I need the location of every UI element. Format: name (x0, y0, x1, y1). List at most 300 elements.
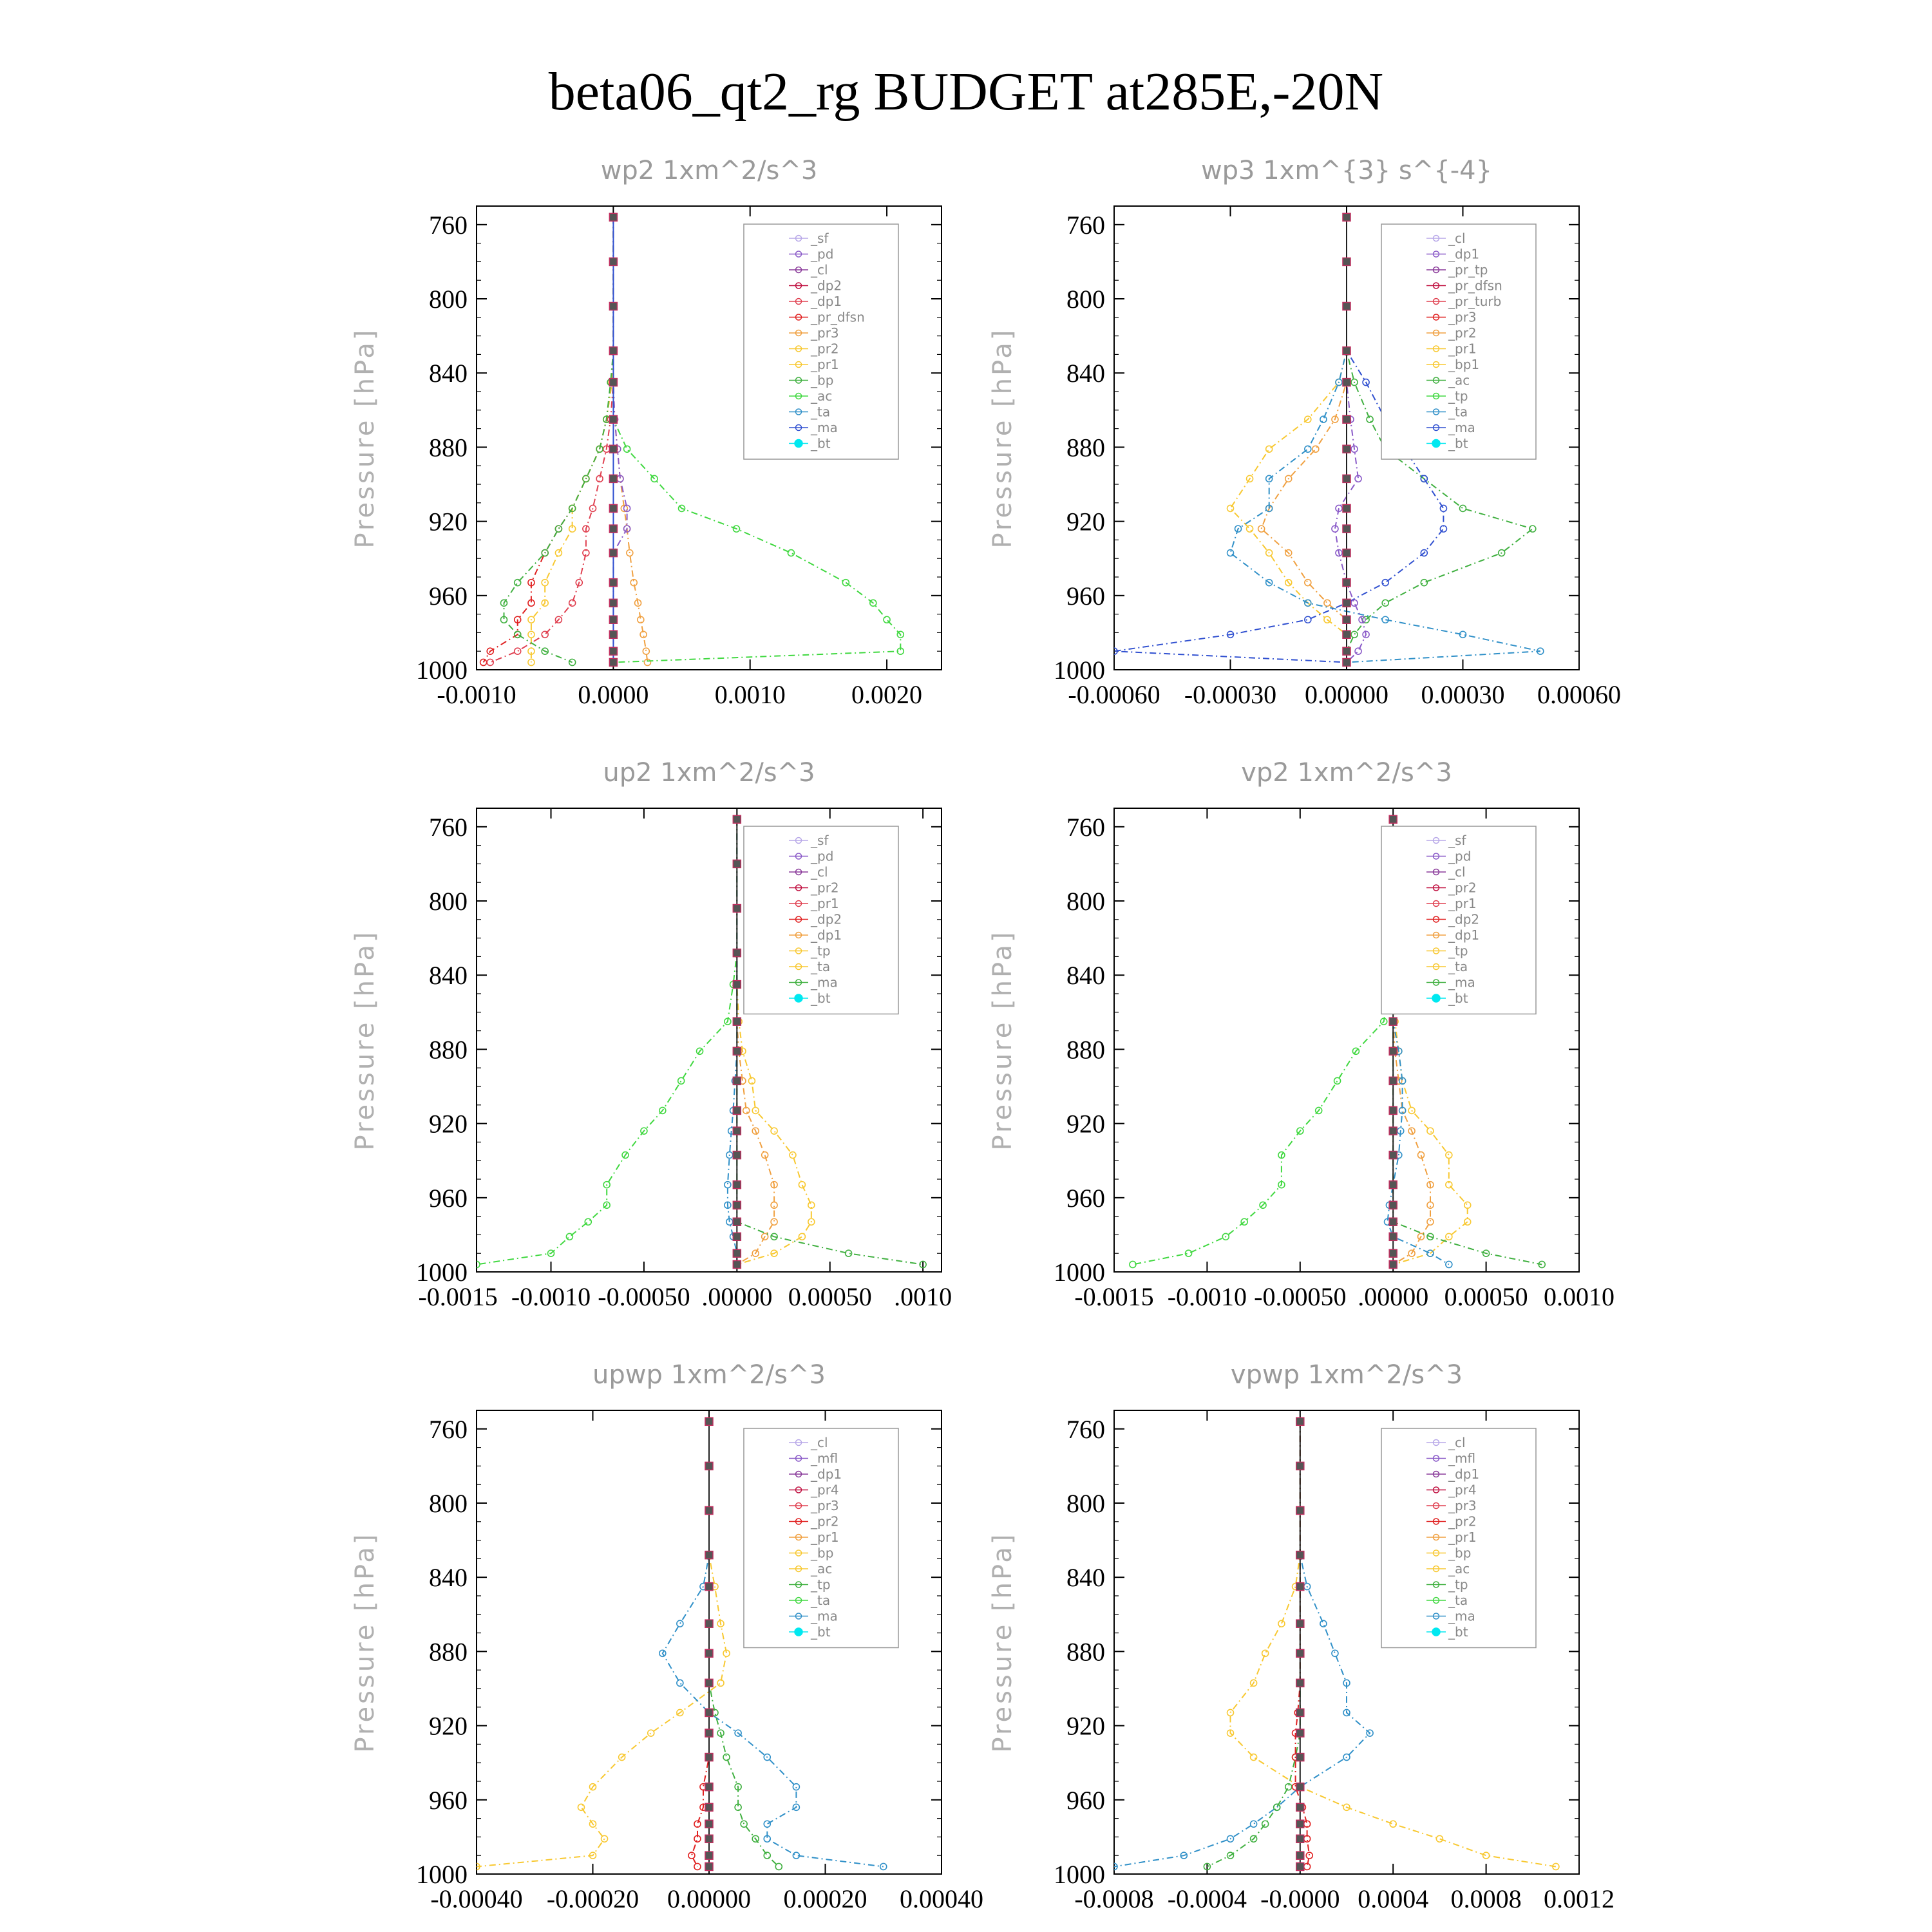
legend-entry: _pd (811, 246, 834, 262)
legend-entry: _pd (811, 848, 834, 864)
data-point-bp1 (1421, 580, 1427, 586)
legend-marker (795, 994, 802, 1002)
data-point-bt (1296, 1583, 1304, 1591)
data-point-pr2 (1324, 600, 1331, 606)
x-tick-label: 0.00000 (667, 1884, 751, 1913)
legend-entry: _pr_turb (1448, 294, 1502, 309)
data-point-bt (705, 1583, 713, 1591)
y-tick-label: 800 (429, 285, 468, 314)
legend-entry: _dp1 (1448, 1466, 1480, 1482)
panel-vp2 (988, 758, 1615, 1311)
data-point-bt (609, 379, 617, 386)
x-tick-label: -0.0000 (1260, 1884, 1340, 1913)
data-point-bp (1262, 1821, 1269, 1827)
data-point-dp1 (487, 659, 493, 665)
x-tick-label: 0.00050 (788, 1282, 872, 1311)
x-tick-label: 0.00050 (1444, 1282, 1528, 1311)
data-point-pr1 (1251, 1754, 1257, 1761)
data-point-pr2 (1258, 526, 1265, 532)
x-tick-label: -0.00020 (546, 1884, 639, 1913)
data-point-ac (884, 616, 890, 623)
y-tick-label: 960 (429, 581, 468, 611)
data-point-bp1 (1460, 505, 1466, 511)
legend-entry: _bp (811, 372, 834, 388)
data-point-dp1 (1351, 600, 1358, 606)
panel-up2 (350, 758, 952, 1311)
y-tick-label: 920 (429, 1711, 468, 1741)
data-point-bt (1296, 1852, 1304, 1859)
data-point-dp1 (515, 648, 521, 654)
legend-entry: _pr2 (811, 880, 839, 896)
data-point-bt (1343, 599, 1350, 607)
data-point-bt (705, 1551, 713, 1559)
data-point-bt (1343, 445, 1350, 453)
data-point-bt (1296, 1620, 1304, 1627)
data-point-bt (1343, 549, 1350, 557)
data-point-pr2 (643, 648, 649, 654)
data-point-bp (764, 1852, 770, 1859)
x-tick-label: 0.0008 (1450, 1884, 1522, 1913)
legend-entry: _pr_dfsn (811, 309, 865, 325)
series-line-pd (613, 217, 627, 662)
data-point-bt (609, 658, 617, 666)
data-point-bt (1296, 1649, 1304, 1657)
y-tick-label: 800 (1066, 1489, 1105, 1518)
data-point-bt (733, 1218, 741, 1226)
legend-entry: _bt (811, 990, 831, 1006)
data-point-pr4 (688, 1852, 695, 1859)
y-tick-label: 760 (429, 812, 468, 842)
data-point-bt (1343, 525, 1350, 533)
legend-marker (795, 1628, 802, 1636)
legend-entry: _dp1 (811, 1466, 842, 1482)
data-point-bt (705, 1862, 713, 1870)
data-point-bt (1389, 1077, 1397, 1084)
legend-entry: _ta (1448, 1593, 1468, 1608)
data-point-bt (1343, 213, 1350, 221)
panel-wp3 (988, 156, 1621, 709)
data-point-bt (1296, 1729, 1304, 1737)
series-line-dp1 (1133, 819, 1393, 1264)
x-tick-label: 0.00060 (1537, 680, 1621, 709)
data-point-pr1 (578, 1804, 584, 1810)
y-tick-label: 1000 (1054, 1258, 1105, 1287)
legend-entry: _tp (1448, 943, 1468, 959)
data-point-tp (1320, 416, 1327, 422)
legend-entry: _ma (1448, 974, 1475, 990)
legend-entry: _dp2 (1448, 911, 1480, 927)
legend-entry: _ma (811, 420, 838, 435)
y-axis-label: Pressure [hPa] (350, 929, 380, 1151)
data-point-pr1 (1247, 526, 1253, 532)
legend-entry: _ta (811, 959, 831, 974)
data-point-bt (1343, 630, 1350, 638)
y-tick-label: 880 (1066, 1637, 1105, 1667)
x-tick-label: .00000 (1358, 1282, 1429, 1311)
data-point-pr1 (1390, 1821, 1396, 1827)
data-point-bt (733, 1047, 741, 1055)
y-tick-label: 800 (1066, 285, 1105, 314)
series-line-pr1 (1231, 217, 1347, 662)
legend-entry: _tp (811, 1577, 831, 1593)
data-point-pr1 (1278, 1620, 1285, 1627)
data-point-bt (1389, 1018, 1397, 1025)
data-point-pr1 (1436, 1835, 1443, 1842)
y-axis-label: Pressure [hPa] (350, 1531, 380, 1753)
legend-entry: _ta (1448, 404, 1468, 420)
series-line-pr1 (531, 217, 614, 662)
data-point-bt (733, 860, 741, 867)
y-tick-label: 920 (1066, 507, 1105, 536)
legend-entry: _bt (1448, 435, 1468, 451)
data-point-bt (705, 1820, 713, 1828)
y-tick-label: 760 (1066, 812, 1105, 842)
data-point-bt (1296, 1462, 1304, 1470)
data-point-bt (705, 1679, 713, 1687)
legend-entry: _pr4 (1448, 1482, 1477, 1498)
data-point-bt (705, 1729, 713, 1737)
legend-entry: _pr1 (811, 1530, 839, 1545)
data-point-bt (733, 1127, 741, 1135)
x-tick-label: -0.0010 (511, 1282, 591, 1311)
data-point-bt (733, 1018, 741, 1025)
data-point-bt (1389, 1151, 1397, 1159)
data-point-tp (1446, 1261, 1452, 1267)
panel-title: up2 1xm^2/s^3 (603, 758, 815, 788)
y-tick-label: 880 (429, 1035, 468, 1065)
series-line-tp (728, 819, 737, 1264)
data-point-ac (624, 446, 630, 452)
data-point-tp (1332, 1650, 1338, 1656)
figure-title: beta06_qt2_rg BUDGET at285E,-20N (548, 62, 1384, 122)
legend-entry: _cl (811, 262, 828, 278)
data-point-bt (1343, 647, 1350, 655)
legend-entry: _bp1 (1448, 357, 1480, 372)
legend-entry: _sf (1448, 833, 1466, 848)
y-axis-label: Pressure [hPa] (988, 1531, 1018, 1753)
data-point-bt (609, 630, 617, 638)
legend-entry: _bt (1448, 1624, 1468, 1640)
data-point-tp (793, 1784, 799, 1790)
legend-entry: _mfl (1448, 1450, 1476, 1466)
legend-entry: _dp2 (811, 278, 842, 294)
data-point-bt (1296, 1835, 1304, 1842)
y-tick-label: 800 (429, 887, 468, 916)
legend-entry: _pr2 (1448, 1513, 1477, 1530)
data-point-pr2 (1305, 580, 1311, 586)
y-tick-label: 840 (429, 359, 468, 388)
data-point-bt (609, 258, 617, 265)
data-point-bt (1296, 1783, 1304, 1791)
data-point-bt (733, 1106, 741, 1114)
x-tick-label: 0.0004 (1358, 1884, 1429, 1913)
y-tick-label: 800 (429, 1489, 468, 1518)
data-point-bt (1389, 1047, 1397, 1055)
legend-marker (795, 440, 802, 448)
x-tick-label: -0.0010 (1167, 1282, 1247, 1311)
data-point-bt (609, 504, 617, 512)
legend-entry: _mfl (811, 1450, 838, 1466)
legend-entry: _cl (811, 1435, 828, 1450)
y-tick-label: 1000 (416, 1258, 468, 1287)
x-tick-label: -0.00040 (430, 1884, 523, 1913)
data-point-tp (1251, 1821, 1257, 1827)
legend-entry: _bp (811, 1545, 834, 1561)
x-tick-label: 0.0000 (578, 680, 649, 709)
legend-marker (1432, 994, 1440, 1002)
data-point-tp (724, 1182, 731, 1188)
y-tick-label: 760 (429, 210, 468, 240)
data-point-bt (609, 525, 617, 533)
data-point-bt (1343, 475, 1350, 482)
data-point-bp1 (1351, 631, 1358, 638)
legend-entry: _ta (811, 1593, 831, 1608)
data-point-bp (515, 580, 521, 586)
legend-entry: _pr1 (1448, 896, 1477, 911)
y-tick-label: 920 (1066, 1711, 1105, 1741)
y-axis-label: Pressure [hPa] (988, 327, 1018, 549)
y-tick-label: 760 (429, 1414, 468, 1444)
data-point-bt (609, 647, 617, 655)
data-point-pr2 (1427, 1202, 1434, 1208)
legend-entry: _ac (811, 388, 833, 404)
series-line-dp1 (477, 819, 737, 1264)
legend-entry: _pr2 (811, 341, 839, 357)
data-point-ta (1440, 505, 1446, 511)
legend-entry: _tp (1448, 1577, 1468, 1593)
data-point-dp1 (1355, 648, 1361, 654)
y-tick-label: 840 (429, 1563, 468, 1593)
data-point-bt (1389, 815, 1397, 823)
panel-title: vp2 1xm^2/s^3 (1241, 758, 1452, 788)
x-tick-label: -0.0015 (418, 1282, 498, 1311)
x-tick-label: 0.0012 (1544, 1884, 1615, 1913)
series-line-pr1 (477, 1421, 726, 1866)
data-point-tp (677, 1680, 683, 1686)
series-line-pr4 (692, 1421, 709, 1866)
data-point-bt (1343, 258, 1350, 265)
data-point-bt (1343, 579, 1350, 587)
legend-entry: _pr3 (1448, 309, 1477, 325)
y-tick-label: 880 (429, 433, 468, 462)
panel-wp2 (350, 156, 942, 709)
data-point-bt (705, 1803, 713, 1811)
x-tick-label: -0.0010 (437, 680, 516, 709)
legend-entry: _bt (811, 1624, 831, 1640)
data-point-bt (705, 1852, 713, 1859)
data-point-bp (775, 1863, 782, 1870)
x-tick-label: -0.00060 (1068, 680, 1160, 709)
series-line-pr2 (1262, 217, 1347, 662)
data-point-bt (705, 1835, 713, 1842)
legend-entry: _pr2 (1448, 880, 1477, 896)
panel-vpwp (988, 1360, 1615, 1913)
data-point-bt (733, 815, 741, 823)
data-point-bt (733, 981, 741, 989)
data-point-ta (1305, 616, 1311, 623)
data-point-bt (1389, 1218, 1397, 1226)
data-point-tp (1320, 1620, 1327, 1627)
data-point-bt (609, 415, 617, 423)
x-tick-label: 0.00020 (783, 1884, 867, 1913)
data-point-dp1 (1334, 1077, 1341, 1084)
x-tick-label: 0.0010 (1544, 1282, 1615, 1311)
x-tick-label: -0.00050 (598, 1282, 690, 1311)
y-tick-label: 1000 (1054, 656, 1105, 685)
legend-entry: _ta (811, 404, 831, 420)
x-tick-label: -0.0004 (1167, 1884, 1247, 1913)
data-point-pr1 (1464, 1202, 1471, 1208)
y-tick-label: 880 (1066, 433, 1105, 462)
series-line-bp (1207, 1421, 1300, 1866)
data-point-bt (1343, 658, 1350, 666)
x-tick-label: .00000 (701, 1282, 773, 1311)
data-point-pr1 (648, 1730, 654, 1736)
y-tick-label: 760 (1066, 1414, 1105, 1444)
data-point-bp1 (1367, 416, 1373, 422)
y-tick-label: 920 (1066, 1109, 1105, 1139)
legend-entry: _pr_dfsn (1448, 278, 1502, 294)
legend-entry: _pr3 (811, 325, 839, 341)
data-point-bt (733, 949, 741, 957)
legend-entry: _pr_tp (1448, 262, 1488, 278)
series-line-bp (504, 217, 614, 662)
y-tick-label: 760 (1066, 210, 1105, 240)
x-tick-label: 0.00030 (1421, 680, 1505, 709)
legend-entry: _ma (1448, 420, 1475, 435)
legend-entry: _cl (1448, 231, 1466, 246)
data-point-bt (705, 1783, 713, 1791)
data-point-bt (1389, 1249, 1397, 1257)
data-point-bp1 (1382, 600, 1388, 606)
panel-upwp (350, 1360, 983, 1913)
legend-entry: _dp2 (811, 911, 842, 927)
legend-entry: _cl (1448, 864, 1466, 880)
data-point-pr2 (771, 1218, 777, 1225)
panel-title: upwp 1xm^2/s^3 (592, 1360, 826, 1390)
legend-entry: _tp (1448, 388, 1468, 404)
data-point-pr1 (1227, 505, 1234, 511)
data-point-pr2 (771, 1202, 777, 1208)
data-point-pr1 (799, 1182, 805, 1188)
legend-entry: _bt (1448, 990, 1468, 1006)
data-point-bt (1343, 415, 1350, 423)
legend-entry: _pr1 (811, 357, 839, 372)
data-point-bp (569, 659, 576, 665)
legend-entry: _ma (811, 1608, 838, 1624)
data-point-bt (1343, 616, 1350, 623)
data-point-pr1 (790, 1152, 796, 1159)
legend-entry: _pr1 (811, 896, 839, 911)
data-point-ta (1382, 580, 1388, 586)
data-point-pr2 (1418, 1152, 1425, 1159)
data-point-pr1 (799, 1233, 805, 1240)
data-point-bt (1296, 1551, 1304, 1559)
legend-entry: _dp1 (811, 294, 842, 309)
legend-entry: _ac (1448, 1561, 1470, 1577)
data-point-pr4 (694, 1821, 701, 1827)
y-tick-label: 880 (429, 1637, 468, 1667)
y-tick-label: 840 (429, 961, 468, 990)
data-point-pr1 (528, 631, 535, 638)
legend-entry: _tp (811, 943, 831, 959)
y-tick-label: 960 (429, 1785, 468, 1815)
data-point-pr1 (771, 1128, 777, 1134)
data-point-tp (1305, 446, 1311, 452)
legend-entry: _pr1 (1448, 341, 1477, 357)
data-point-bt (609, 549, 617, 557)
x-tick-label: -0.0015 (1074, 1282, 1154, 1311)
legend-entry: _cl (1448, 1435, 1466, 1450)
data-point-bt (733, 1201, 741, 1209)
data-point-bt (705, 1507, 713, 1515)
legend-entry: _pr2 (1448, 325, 1477, 341)
data-point-bt (609, 303, 617, 310)
y-tick-label: 840 (1066, 961, 1105, 990)
data-point-bt (1296, 1803, 1304, 1811)
legend-entry: _ma (811, 974, 838, 990)
legend-entry: _ta (1448, 959, 1468, 974)
data-point-ac (788, 550, 794, 556)
legend-entry: _ma (1448, 1608, 1475, 1624)
data-point-dp1 (678, 1077, 685, 1084)
data-point-bt (1343, 379, 1350, 386)
panel-title: wp2 1xm^2/s^3 (600, 156, 818, 185)
legend-entry: _sf (811, 833, 829, 848)
y-tick-label: 880 (1066, 1035, 1105, 1065)
data-point-bp (555, 526, 562, 532)
data-point-bt (1343, 504, 1350, 512)
legend-entry: _pd (1448, 848, 1472, 864)
legend-marker (1432, 1628, 1440, 1636)
x-tick-label: .0010 (894, 1282, 952, 1311)
data-point-bp (1274, 1804, 1280, 1810)
y-tick-label: 1000 (1054, 1860, 1105, 1889)
legend-entry: _dp1 (811, 927, 842, 943)
y-tick-label: 840 (1066, 1563, 1105, 1593)
panels (350, 156, 1621, 1913)
data-point-bt (1296, 1709, 1304, 1716)
data-point-bt (1389, 1260, 1397, 1268)
series-line-dp1 (1335, 217, 1366, 662)
data-point-ta (1440, 526, 1446, 532)
legend-entry: _pr4 (811, 1482, 839, 1498)
x-tick-label: -0.0008 (1074, 1884, 1154, 1913)
data-point-pr1 (1266, 446, 1273, 452)
y-tick-label: 960 (1066, 1785, 1105, 1815)
data-point-bt (1389, 1106, 1397, 1114)
legend-entry: _pr1 (1448, 1530, 1477, 1545)
data-point-dp1 (542, 631, 548, 638)
series-line-dp2 (484, 217, 614, 662)
series-line-pr4 (1296, 1421, 1310, 1866)
series-line-pr2 (613, 217, 647, 662)
data-point-bt (733, 1249, 741, 1257)
data-point-bt (1343, 303, 1350, 310)
y-tick-label: 1000 (416, 1860, 468, 1889)
data-point-bt (609, 347, 617, 355)
data-point-bt (1389, 1201, 1397, 1209)
legend-entry: _pr2 (811, 1513, 839, 1530)
data-point-bt (1296, 1820, 1304, 1828)
data-point-bt (609, 599, 617, 607)
x-tick-label: 0.0020 (851, 680, 923, 709)
data-point-dp1 (569, 600, 576, 606)
legend-entry: _sf (811, 231, 829, 246)
data-point-bt (1296, 1754, 1304, 1761)
data-point-bt (1343, 347, 1350, 355)
legend-entry: _bp (1448, 1545, 1472, 1561)
